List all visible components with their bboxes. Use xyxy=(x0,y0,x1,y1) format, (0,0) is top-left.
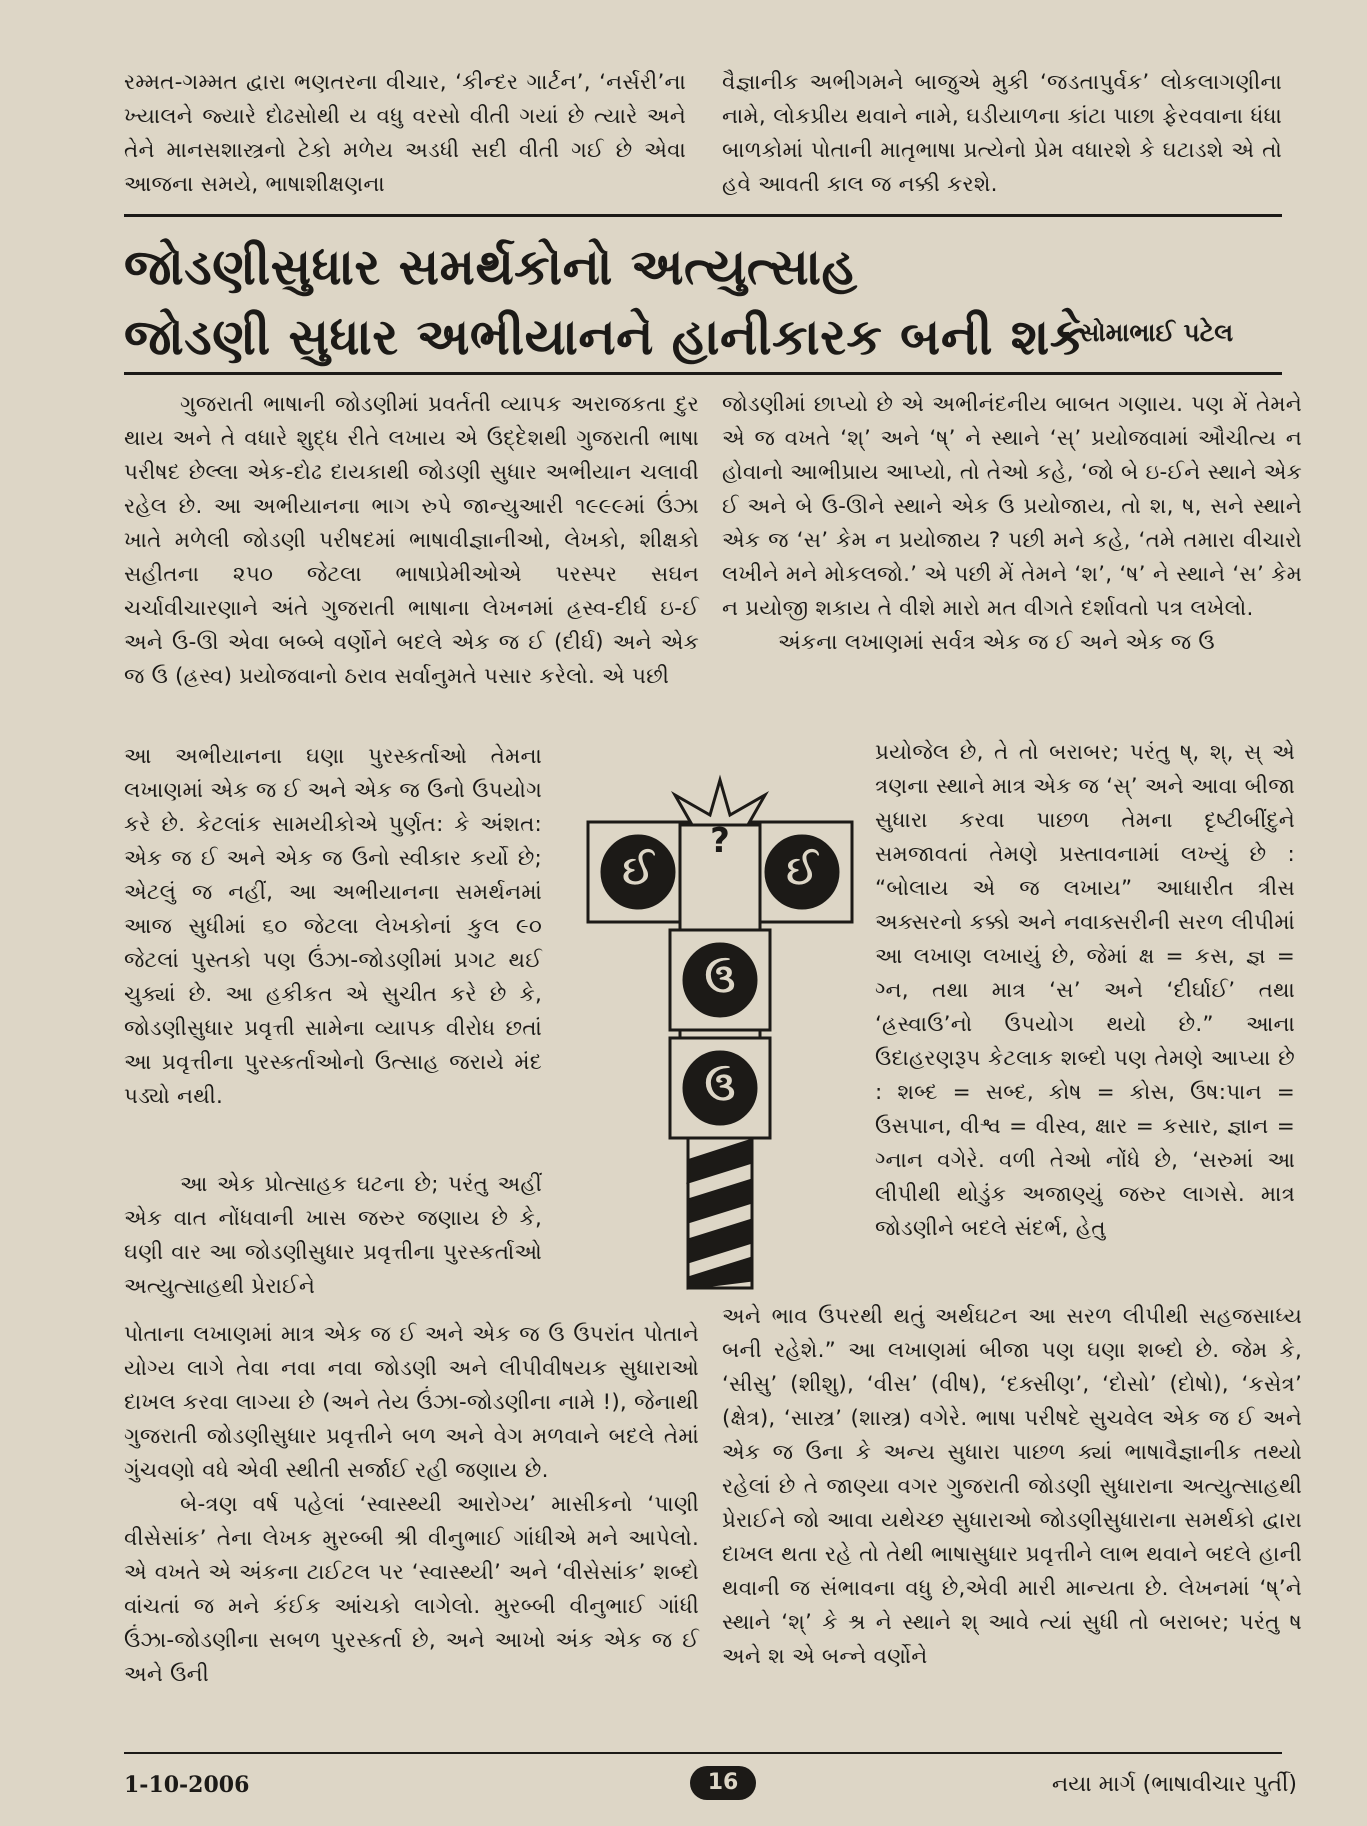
issue-date: 1-10-2006 xyxy=(124,1772,250,1798)
middle-box-letter: ઉ xyxy=(704,956,736,1002)
traffic-signal-illustration xyxy=(570,770,870,1300)
top-left-paragraph: રમ્મત-ગમ્મત દ્વારા ભણતરના વીચાર, ‘કીન્દર ગાર્ટન’, ‘નર્સરી’ના ખ્યાલને જ્યારે દોઢસોથી ય વધુ વરસો વીતી ગયાં છે ત્યારે અને તેને માનસશાસ્ત્રનો ટેકો મળેય અડધી સદી વીતી ગઈ છે એવા આજના સમયે, ભાષાશીક્ષણના xyxy=(124,70,686,197)
bottom-box-letter: ઉ xyxy=(704,1064,736,1110)
body-right-bottom: અને ભાવ ઉપરથી થતું અર્થઘટન આ સરળ લીપીથી સહજસાધ્ય બની રહેશે.” આ લખાણમાં બીજા પણ ઘણા શબ્દો છે. જેમ કે, ‘સીસુ’ (શીશુ), ‘વીસ’ (વીષ), ‘દક્સીણ’, ‘દોસો’ (દોષો), ‘કસેત્ર’ (ક્ષેત્ર), ‘સાસ્ત્ર’ (શાસ્ત્ર) વગેરે. ભાષા પરીષદે સુચવેલ એક જ ઈ અને એક જ ઉના કે અન્ય સુધારા પાછળ ક્યાં ભાષાવૈજ્ઞાનીક તથ્યો રહેલાં છે તે જાણ્યા વગર ગુજરાતી જોડણી સુધારાના અત્યુત્સાહથી પ્રેરાઈને જો આવા યથેચ્છ સુધારાઓ જોડણીસુધારાના સમર્થકો દ્વારા દાખલ થતા રહે તો તેથી ભાષાસુધાર પ્રવૃત્તીને લાભ થવાને બદલે હાની થવાની જ સંભાવના વધુ છે,એવી મારી માન્યતા છે. લેખનમાં ‘ષ્’ને સ્થાને ‘શ્’ કે શ્ર ને સ્થાને શ્ આવે ત્યાં સુધી તો બરાબર; પરંતુ ષ અને શ એ બન્ને વર્ણોને xyxy=(722,1304,1302,1669)
article-headline-line1: જોડણીસુધાર સમર્થકોનો અત્યુત્સાહ xyxy=(124,238,858,296)
body-left-bottom: પોતાના લખાણમાં માત્ર એક જ ઈ અને એક જ ઉ ઉપરાંત પોતાને યોગ્ય લાગે તેવા નવા નવા જોડણી અને લીપીવીષયક સુધારાઓ દાખલ કરવા લાગ્યા છે (અને તેય ઉંઝા-જોડણીના નામે !), જેનાથી ગુજરાતી જોડણીસુધાર પ્રવૃત્તીને બળ અને વેગ મળવાને બદલે તેમાં ગુંચવણો વધે એવી સ્થીતી સર્જાઈ રહી જણાય છે. બે-ત્રણ વર્ષ પહેલાં ‘સ્વાસ્થ્યી આરોગ્ય’ માસીકનો ‘પાણી વીસેસાંક’ તેના લેખક મુરબ્બી શ્રી વીનુભાઈ ગાંધીએ મને આપેલો. એ વખતે એ અંકના ટાઈટલ પર ‘સ્વાસ્થ્યી’ અને ‘વીસેસાંક’ શબ્દો વાંચતાં જ મને કંઈક આંચકો લાગેલો. મુરબ્બી વીનુભાઈ ગાંધી ઉંઝા-જોડણીના સબળ પુરસ્કર્તા છે, અને આખો અંક એક જ ઈ અને ઉની xyxy=(124,1322,699,1687)
body-right-narrow: પ્રયોજેલ છે, તે તો બરાબર; પરંતુ ષ્, શ્, સ્ એ ત્રણના સ્થાને માત્ર એક જ ‘સ્’ અને આવા બીજા સુધારા કરવા પાછળ તેમના દૃષ્ટીબીંદુને સમજાવતાં તેમણે પ્રસ્તાવનામાં લખ્યું છે : “બોલાય એ જ લખાય” આધારીત ત્રીસ અક્સરનો કક્કો અને નવાક્સરીની સરળ લીપીમાં આ લખાણ લખાયું છે, જેમાં ક્ષ = કસ, જ્ઞ = ગ્ન, તથા માત્ર ‘સ’ અને ‘દીર્ઘાઈ’ તથા ‘હ્રસ્વાઉ’નો ઉપયોગ થયો છે.” આના ઉદાહરણરૂપ કેટલાક શબ્દો પણ તેમણે આપ્યા છે : શબ્દ = સબ્દ, કોષ = કોસ, ઉષ:પાન = ઉસપાન, વીશ્વ = વીસ્વ, ક્ષાર = કસાર, જ્ઞાન = ગ્નાન વગેરે. વળી તેઓ નોંધે છે, ‘સરુમાં આ લીપીથી થોડુંક અજાણ્યું જરુર લાગસે. માત્ર જોડણીને બદલે સંદર્ભ, હેતુ xyxy=(875,740,1295,1241)
top-divider xyxy=(124,214,1282,217)
right-box-letter: ઈ xyxy=(786,848,818,894)
magazine-name: નયા માર્ગ (ભાષાવીચાર પુર્તી) xyxy=(1051,1772,1297,1797)
body-left-narrow: આ અભીયાનના ઘણા પુરસ્કર્તાઓ તેમના લખાણમાં એક જ ઈ અને એક જ ઉનો ઉપયોગ કરે છે. કેટલાંક સામયીકોએ પુર્ણત: કે અંશત: એક જ ઈ અને એક જ ઉનો સ્વીકાર કર્યો છે; એટલું જ નહીં, આ અભીયાનના સમર્થનમાં આજ સુધીમાં ૬૦ જેટલા લેખકોનાં કુલ ૯૦ જેટલાં પુસ્તકો પણ ઉંઝા-જોડણીમાં પ્રગટ થઈ ચુક્યાં છે. આ હકીકત એ સુચીત કરે છે કે, જોડણીસુધાર પ્રવૃત્તી સામેના વ્યાપક વીરોધ છતાં આ પ્રવૃત્તીના પુરસ્કર્તાઓનો ઉત્સાહ જરાયે મંદ પડ્યો નથી. xyxy=(124,744,542,1109)
author-byline: - સોમાભાઈ પટેલ xyxy=(1060,318,1234,347)
top-right-paragraph: વૈજ્ઞાનીક અભીગમને બાજુએ મુકી ‘જડતાપુર્વક’ લોકલાગણીના નામે, લોકપ્રીય થવાને નામે, ઘડીયાળના કાંટા પાછા ફેરવવાના ધંધા બાળકોમાં પોતાની માતૃભાષા પ્રત્યેનો પ્રેમ વધારશે કે ઘટાડશે એ તો હવે આવતી કાલ જ નક્કી કરશે. xyxy=(722,70,1282,197)
body-left-mid: આ એક પ્રોત્સાહક ઘટના છે; પરંતુ અહીં એક વાત નોંધવાની ખાસ જરુર જણાય છે કે, ઘણી વાર આ જોડણીસુધાર પ્રવૃત્તીના પુરસ્કર્તાઓ અત્યુત્સાહથી પ્રેરાઈને xyxy=(124,1172,542,1299)
body-right-top: જોડણીમાં છાપ્યો છે એ અભીનંદનીય બાબત ગણાય. પણ મેં તેમને એ જ વખતે ‘શ્’ અને ‘ષ્’ ને સ્થાને ‘સ્’ પ્રયોજવામાં ઔચીત્ય ન હોવાનો આભીપ્રાય આપ્યો, તો તેઓ કહે, ‘જો બે ઇ-ઈને સ્થાને એક ઈ અને બે ઉ-ઊને સ્થાને એક ઉ પ્રયોજાય, તો શ, ષ, સને સ્થાને એક જ ‘સ’ કેમ ન પ્રયોજાય ? પછી મને કહે, ‘તમે તમારા વીચારો લખીને મને મોકલજો.’ એ પછી મેં તેમને ‘શ’, ‘ષ’ ને સ્થાને ‘સ’ કેમ ન પ્રયોજી શકાય તે વીશે મારો મત વીગતે દર્શાવતો પત્ર લખેલો. અંકના લખાણમાં સર્વત્ર એક જ ઈ અને એક જ ઉ xyxy=(722,392,1302,655)
article-headline-line2: જોડણી સુધાર અભીયાનને હાનીકારક બની શકે xyxy=(124,308,1086,366)
footer-divider xyxy=(124,1752,1282,1754)
page-number-badge: 16 xyxy=(690,1766,756,1800)
headline-divider xyxy=(124,372,1282,375)
left-box-letter: ઈ xyxy=(622,848,654,894)
body-left-top: ગુજરાતી ભાષાની જોડણીમાં પ્રવર્તતી વ્યાપક અરાજકતા દુર થાય અને તે વધારે શુદ્ધ રીતે લખાય એ ઉદ્દેશથી ગુજરાતી ભાષા પરીષદ છેલ્લા એક-દોઢ દાયકાથી જોડણી સુધાર અભીયાન ચલાવી રહેલ છે. આ અભીયાનના ભાગ રુપે જાન્યુઆરી ૧૯૯૯માં ઉંઝા ખાતે મળેલી જોડણી પરીષદમાં ભાષાવીજ્ઞાનીઓ, લેખકો, શીક્ષકો સહીતના ૨૫૦ જેટલા ભાષાપ્રેમીઓએ પરસ્પર સઘન ચર્ચાવીચારણાને અંતે ગુજરાતી ભાષાના લેખનમાં હ્રસ્વ-દીર્ઘ ઇ-ઈ અને ઉ-ઊ એવા બબ્બે વર્ણોને બદલે એક જ ઈ (દીર્ઘ) અને એક જ ઉ (હ્રસ્વ) પ્રયોજવાનો ઠરાવ સર્વાનુમતે પસાર કરેલો. એ પછી xyxy=(124,392,699,689)
question-mark: ? xyxy=(710,821,730,861)
